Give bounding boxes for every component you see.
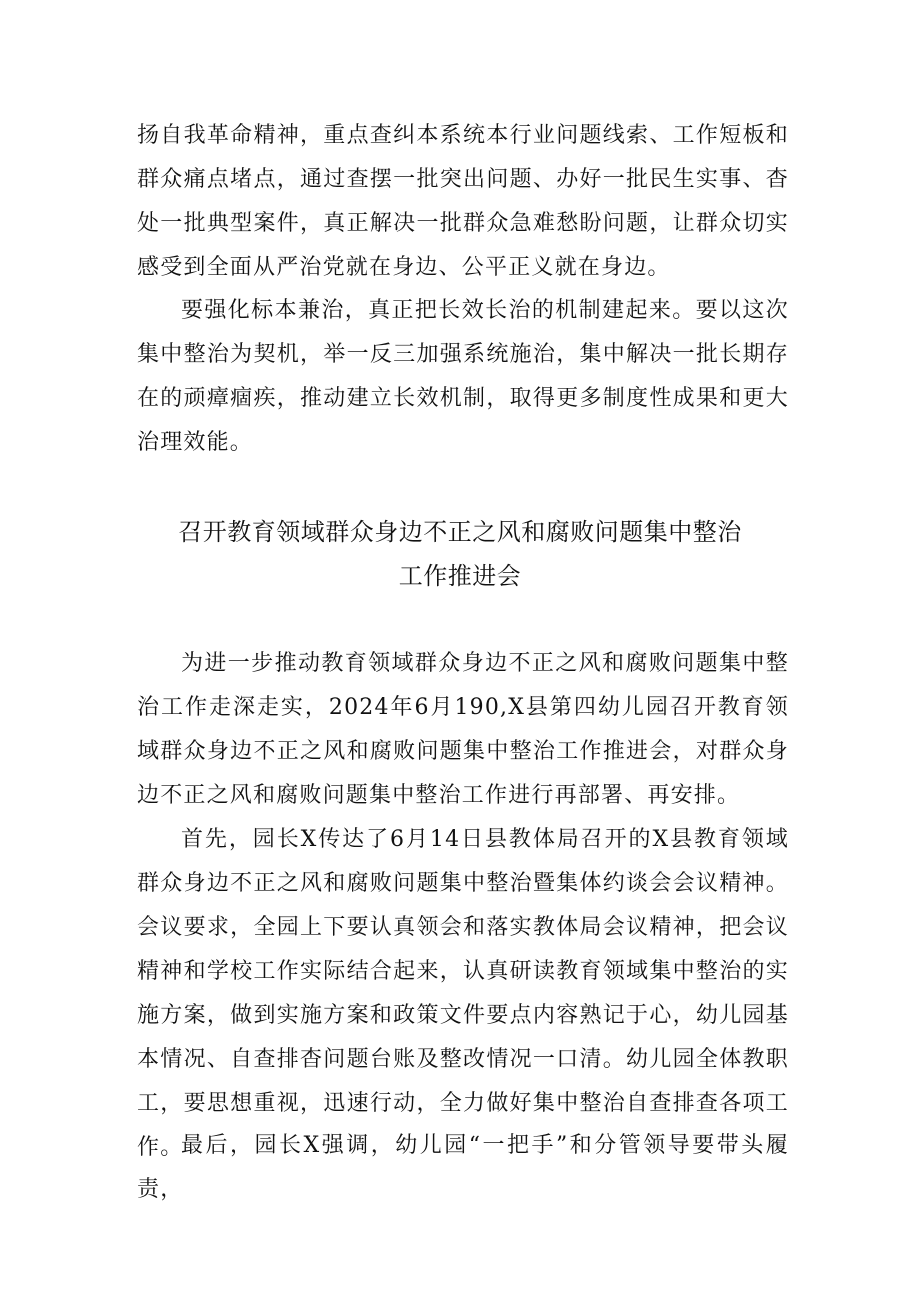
body-paragraph: 扬自我革命精神，重点查纠本系统本行业问题线索、工作短板和群众痛点堵点，通过查摆一批突出问题、办好一批民生实事、杳处一批典型案件，真正解决一批群众急难愁盼问题，让群众切实感受到全面从严治党就在身边、公平正义就在身边。 [137,123,789,280]
body-paragraph: 要强化标本兼治，真正把长效长治的机制建起来。要以这次集中整治为契机，举一反三加强系统施治，集中解决一批长期存在的顽瘴痼疾，推动建立长效机制，取得更多制度性成果和更大治理效能。 [137,298,789,455]
section-title-line: 工作推进会 [398,562,522,590]
body-paragraph: 首先，园长X传达了6月14日县教体局召开的X县教育领域群众身边不正之风和腐败问题集中整治暨集体约谈会会议精神。会议要求，全园上下要认真领会和落实教体局会议精神，把会议精神和学校工作实际结合起来，认真研读教育领域集中整治的实施方案，做到实施方案和政策文件要点内容熟记于心，幼儿园基本情况、自查排杳问题台账及整改情况一口清。幼儿园全体教职工，要思想重视，迅速行动，全力做好集中整治自查排查各项工作。 [137,827,789,1160]
body-paragraph: 最后，园长X强调，幼儿园“一把手”和分管领导要带头履责， [137,1133,789,1202]
section-title-line: 召开教育领域群众身边不正之风和腐败问题集中整治 [178,518,742,546]
body-paragraph: 为进一步推动教育领域群众身边不正之风和腐败问题集中整治工作走深走实，2024年6月190,X县第四幼儿园召开教育领域群众身边不正之风和腐败问题集中整治工作推进会，对群众身边不正之风和腐败问题集中整治工作进行再部署、再安排。 [137,651,789,808]
section-title [130,510,790,598]
